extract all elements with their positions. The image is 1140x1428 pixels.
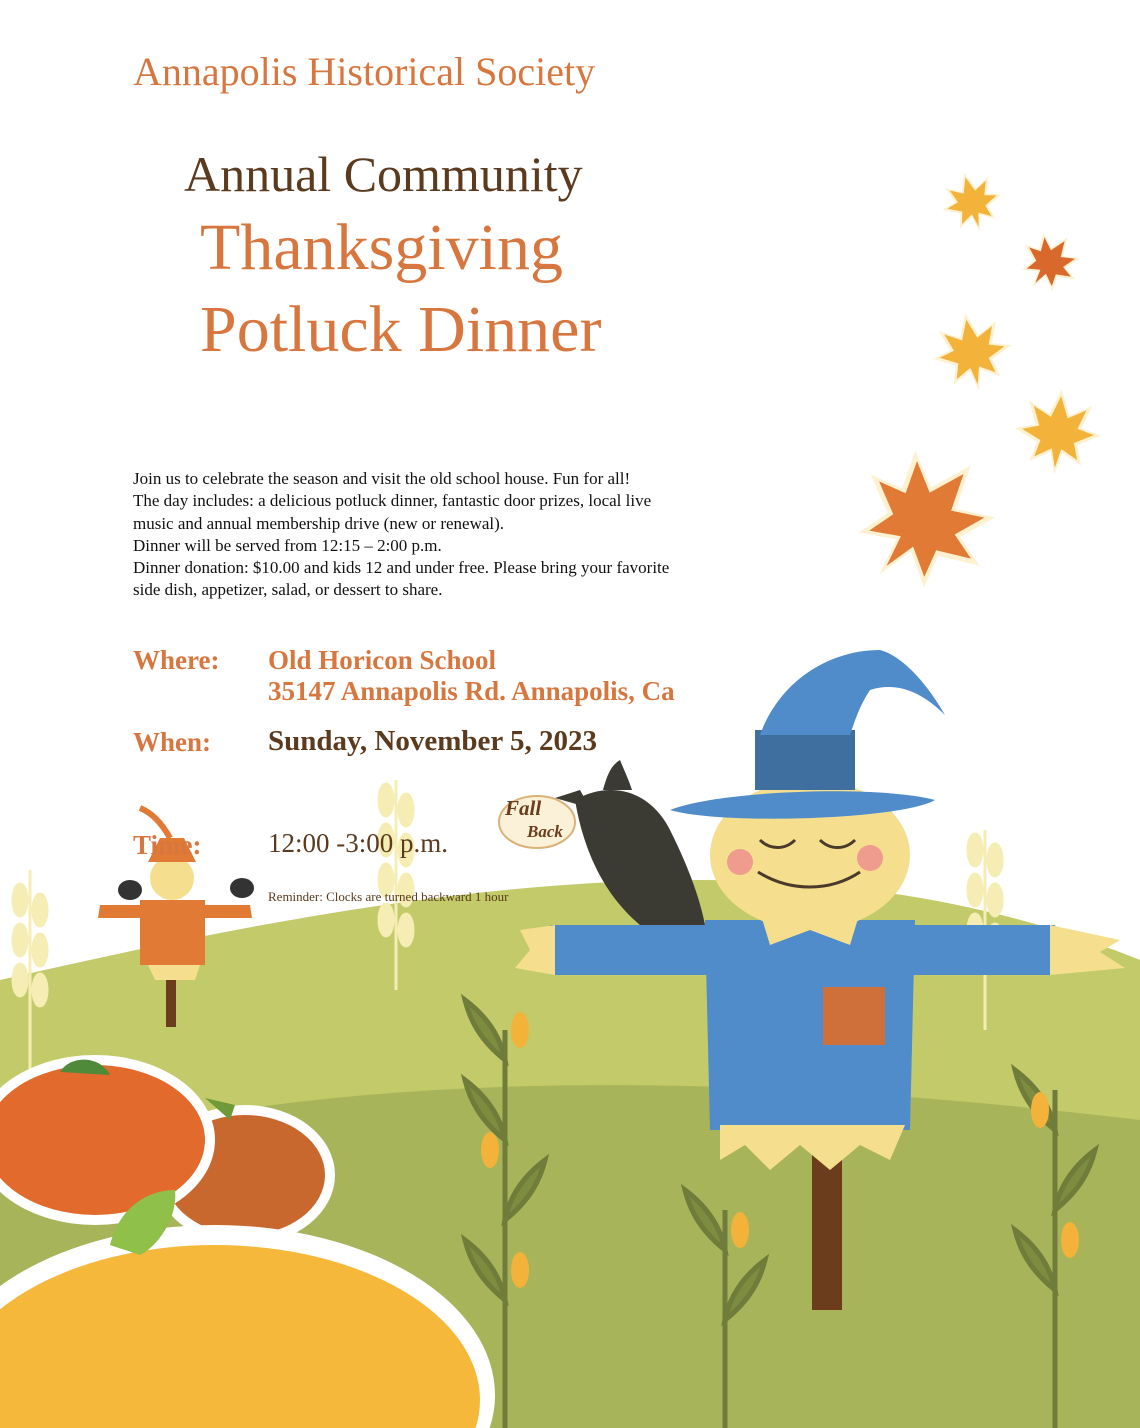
organization-name: Annapolis Historical Society [133,49,596,94]
leaf-icon [935,165,1010,240]
event-time: 12:00 -3:00 p.m. [268,828,448,858]
time-label: Time: [133,830,202,860]
description-line: side dish, appetizer, salad, or dessert to share. [133,580,443,600]
when-label: When: [133,727,212,757]
description-line: music and annual membership drive (new or renewal). [133,513,505,533]
leaf-icon [1007,219,1092,304]
event-date: Sunday, November 5, 2023 [268,725,597,757]
falling-leaves [825,165,1105,620]
title-line-1: Annual Community [184,146,583,202]
event-description [133,468,813,602]
fall-back-text-1: Fall [505,796,542,820]
description-line: Dinner will be served from 12:15 – 2:00 p.m. [133,535,442,555]
clock-reminder: Reminder: Clocks are turned backward 1 hour [268,889,509,904]
leaf-icon [926,306,1018,398]
venue-address: 35147 Annapolis Rd. Annapolis, Ca [268,676,675,706]
description-line: The day includes: a delicious potluck dinner, fantastic door prizes, local live [133,491,652,511]
leaf-icon [825,420,1024,619]
title-line-2: Thanksgiving [200,211,563,284]
description-line: Join us to celebrate the season and visit the old school house. Fun for all! [133,469,631,488]
title-line-3: Potluck Dinner [200,293,602,366]
description-line: Dinner donation: $10.00 and kids 12 and under free. Please bring your favorite [133,558,670,578]
venue-name: Old Horicon School [268,645,497,675]
where-label: Where: [133,645,220,675]
leaf-icon [1011,385,1105,479]
fall-back-text-2: Back [527,822,563,841]
